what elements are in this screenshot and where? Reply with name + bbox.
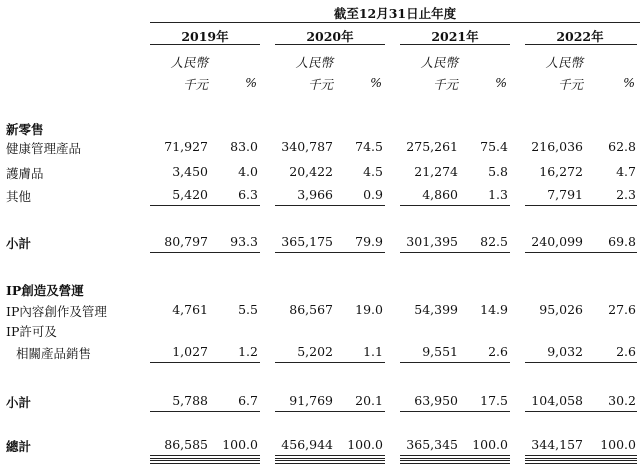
cell-ip-license-amount: 1,027 — [172, 344, 208, 359]
cell-others-percent: 1.3 — [488, 187, 508, 202]
cell-subtotal2-percent: 6.7 — [238, 393, 258, 408]
cell-subtotal1-percent: 93.3 — [230, 234, 258, 249]
cell-total-percent: 100.0 — [472, 437, 508, 452]
cell-ip-license-percent: 2.6 — [616, 344, 636, 359]
underline — [400, 362, 510, 363]
cell-subtotal2-amount: 104,058 — [531, 393, 583, 408]
cell-subtotal2-percent: 17.5 — [480, 393, 508, 408]
table-title: 截至12月31日止年度 — [333, 6, 457, 21]
cell-others-percent: 2.3 — [616, 187, 636, 202]
row-label-ip-license-cont: 相關產品銷售 — [16, 346, 92, 361]
underline — [400, 252, 510, 253]
cell-subtotal2-amount: 5,788 — [172, 393, 208, 408]
unit-percent: % — [623, 75, 635, 90]
cell-subtotal2-amount: 91,769 — [289, 393, 333, 408]
row-label-ip-content: IP內容創作及管理 — [6, 304, 107, 319]
cell-total-amount: 86,585 — [164, 437, 208, 452]
unit-thousand: 千元 — [557, 77, 583, 92]
underline — [525, 205, 637, 206]
cell-ip-license-percent: 1.1 — [363, 344, 383, 359]
cell-subtotal1-amount: 240,099 — [531, 234, 583, 249]
cell-skincare-percent: 4.0 — [238, 164, 258, 179]
underline — [525, 411, 637, 412]
unit-percent: % — [245, 75, 257, 90]
underline — [150, 252, 260, 253]
cell-ip-content-amount: 54,399 — [414, 302, 458, 317]
year-2019: 2019年 — [181, 29, 229, 44]
cell-ip-content-percent: 27.6 — [608, 302, 636, 317]
row-label-total: 總計 — [6, 439, 32, 454]
double-underline — [275, 455, 385, 459]
section-ip: IP創造及營運 — [6, 283, 84, 298]
year-2020: 2020年 — [306, 29, 354, 44]
underline — [275, 205, 385, 206]
cell-subtotal1-percent: 69.8 — [608, 234, 636, 249]
cell-total-amount: 456,944 — [281, 437, 333, 452]
cell-skincare-percent: 4.7 — [616, 164, 636, 179]
unit-thousand: 千元 — [432, 77, 458, 92]
cell-subtotal2-percent: 30.2 — [608, 393, 636, 408]
cell-health-amount: 216,036 — [531, 139, 583, 154]
cell-ip-license-amount: 9,551 — [422, 344, 458, 359]
year-underline — [275, 44, 385, 45]
unit-currency: 人民幣 — [545, 55, 583, 70]
year-2021: 2021年 — [431, 29, 479, 44]
cell-total-percent: 100.0 — [222, 437, 258, 452]
cell-skincare-amount: 16,272 — [539, 164, 583, 179]
year-2022: 2022年 — [556, 29, 604, 44]
row-label-ip-license: IP許可及 — [6, 324, 57, 339]
double-underline — [525, 460, 637, 464]
underline — [150, 362, 260, 363]
double-underline — [525, 455, 637, 459]
row-label-health: 健康管理產品 — [6, 141, 82, 156]
year-underline — [525, 44, 637, 45]
cell-ip-content-percent: 5.5 — [238, 302, 258, 317]
cell-total-percent: 100.0 — [347, 437, 383, 452]
cell-others-amount: 5,420 — [172, 187, 208, 202]
cell-others-percent: 6.3 — [238, 187, 258, 202]
unit-thousand: 千元 — [307, 77, 333, 92]
cell-total-amount: 365,345 — [406, 437, 458, 452]
cell-total-percent: 100.0 — [600, 437, 636, 452]
cell-total-amount: 344,157 — [531, 437, 583, 452]
cell-skincare-percent: 5.8 — [488, 164, 508, 179]
row-label-others: 其他 — [6, 189, 32, 204]
underline — [400, 205, 510, 206]
cell-ip-license-amount: 5,202 — [297, 344, 333, 359]
cell-others-amount: 3,966 — [297, 187, 333, 202]
cell-health-percent: 74.5 — [355, 139, 383, 154]
row-label-skincare: 護膚品 — [6, 166, 44, 181]
underline — [275, 252, 385, 253]
underline — [275, 411, 385, 412]
cell-skincare-percent: 4.5 — [363, 164, 383, 179]
cell-ip-license-percent: 1.2 — [238, 344, 258, 359]
cell-health-percent: 75.4 — [480, 139, 508, 154]
underline — [150, 411, 260, 412]
cell-health-percent: 83.0 — [230, 139, 258, 154]
unit-currency: 人民幣 — [420, 55, 458, 70]
cell-ip-content-amount: 86,567 — [289, 302, 333, 317]
cell-subtotal1-amount: 301,395 — [406, 234, 458, 249]
underline — [275, 362, 385, 363]
row-label-subtotal: 小計 — [6, 395, 32, 410]
cell-subtotal1-percent: 79.9 — [355, 234, 383, 249]
cell-ip-content-percent: 19.0 — [355, 302, 383, 317]
double-underline — [150, 460, 260, 464]
cell-health-percent: 62.8 — [608, 139, 636, 154]
double-underline — [150, 455, 260, 459]
section-new-retail: 新零售 — [6, 122, 44, 137]
cell-skincare-amount: 20,422 — [289, 164, 333, 179]
cell-subtotal1-amount: 80,797 — [164, 234, 208, 249]
cell-health-amount: 71,927 — [164, 139, 208, 154]
cell-skincare-amount: 21,274 — [414, 164, 458, 179]
cell-ip-license-amount: 9,032 — [547, 344, 583, 359]
year-underline — [150, 44, 260, 45]
unit-percent: % — [495, 75, 507, 90]
cell-skincare-amount: 3,450 — [172, 164, 208, 179]
year-underline — [400, 44, 510, 45]
cell-subtotal1-percent: 82.5 — [480, 234, 508, 249]
cell-health-amount: 340,787 — [281, 139, 333, 154]
unit-thousand: 千元 — [182, 77, 208, 92]
underline — [525, 252, 637, 253]
double-underline — [400, 455, 510, 459]
unit-percent: % — [370, 75, 382, 90]
cell-others-percent: 0.9 — [363, 187, 383, 202]
cell-ip-content-amount: 95,026 — [539, 302, 583, 317]
cell-subtotal2-percent: 20.1 — [355, 393, 383, 408]
cell-others-amount: 7,791 — [547, 187, 583, 202]
double-underline — [400, 460, 510, 464]
cell-subtotal2-amount: 63,950 — [414, 393, 458, 408]
underline — [150, 205, 260, 206]
title-underline — [150, 22, 640, 23]
double-underline — [275, 460, 385, 464]
cell-subtotal1-amount: 365,175 — [281, 234, 333, 249]
cell-others-amount: 4,860 — [422, 187, 458, 202]
unit-currency: 人民幣 — [170, 55, 208, 70]
underline — [400, 411, 510, 412]
unit-currency: 人民幣 — [295, 55, 333, 70]
cell-ip-content-percent: 14.9 — [480, 302, 508, 317]
cell-health-amount: 275,261 — [406, 139, 458, 154]
cell-ip-content-amount: 4,761 — [172, 302, 208, 317]
underline — [525, 362, 637, 363]
cell-ip-license-percent: 2.6 — [488, 344, 508, 359]
row-label-subtotal: 小計 — [6, 236, 32, 251]
